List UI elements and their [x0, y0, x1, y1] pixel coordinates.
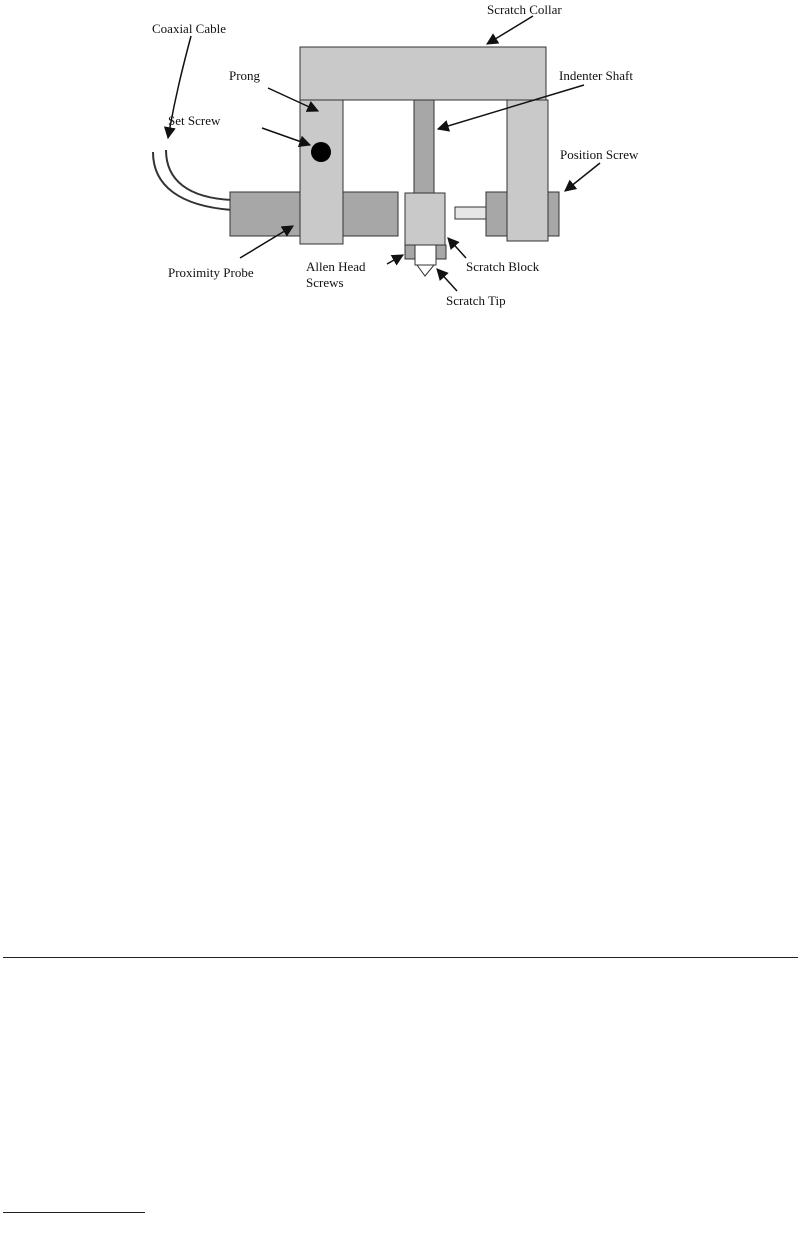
- label-allen-head-line1: Allen Head: [306, 259, 366, 274]
- leader-scratch-block: [448, 238, 466, 258]
- prong-right: [507, 100, 548, 241]
- indenter-shaft: [414, 100, 434, 194]
- leader-scratch-collar: [487, 16, 533, 44]
- leader-position-screw: [565, 163, 600, 191]
- allen-head-screw-right: [436, 245, 446, 259]
- footnote-separator: [3, 1212, 145, 1213]
- position-screw-pin: [455, 207, 490, 219]
- label-scratch-tip: Scratch Tip: [446, 293, 506, 308]
- scratch-block: [405, 193, 445, 245]
- coaxial-cable: [153, 152, 232, 210]
- section-divider: [3, 957, 798, 958]
- leader-allen-head-screws: [387, 255, 403, 264]
- label-proximity-probe: Proximity Probe: [168, 265, 254, 280]
- label-position-screw: Position Screw: [560, 147, 639, 162]
- label-scratch-block: Scratch Block: [466, 259, 540, 274]
- label-allen-head-line2: Screws: [306, 275, 344, 290]
- scratch-tip-holder: [415, 245, 436, 265]
- prong-left: [300, 100, 343, 244]
- label-coaxial-cable: Coaxial Cable: [152, 21, 227, 36]
- label-set-screw: Set Screw: [168, 113, 221, 128]
- scratch-apparatus-diagram: [0, 0, 800, 340]
- label-prong: Prong: [229, 68, 261, 83]
- label-indenter-shaft: Indenter Shaft: [559, 68, 634, 83]
- scratch-tip: [417, 265, 434, 276]
- label-scratch-collar: Scratch Collar: [487, 2, 562, 17]
- allen-head-screw-left: [405, 245, 415, 259]
- set-screw: [311, 142, 331, 162]
- scratch-collar: [300, 47, 546, 100]
- leader-scratch-tip: [437, 269, 457, 291]
- coaxial-cable-inner: [166, 150, 232, 200]
